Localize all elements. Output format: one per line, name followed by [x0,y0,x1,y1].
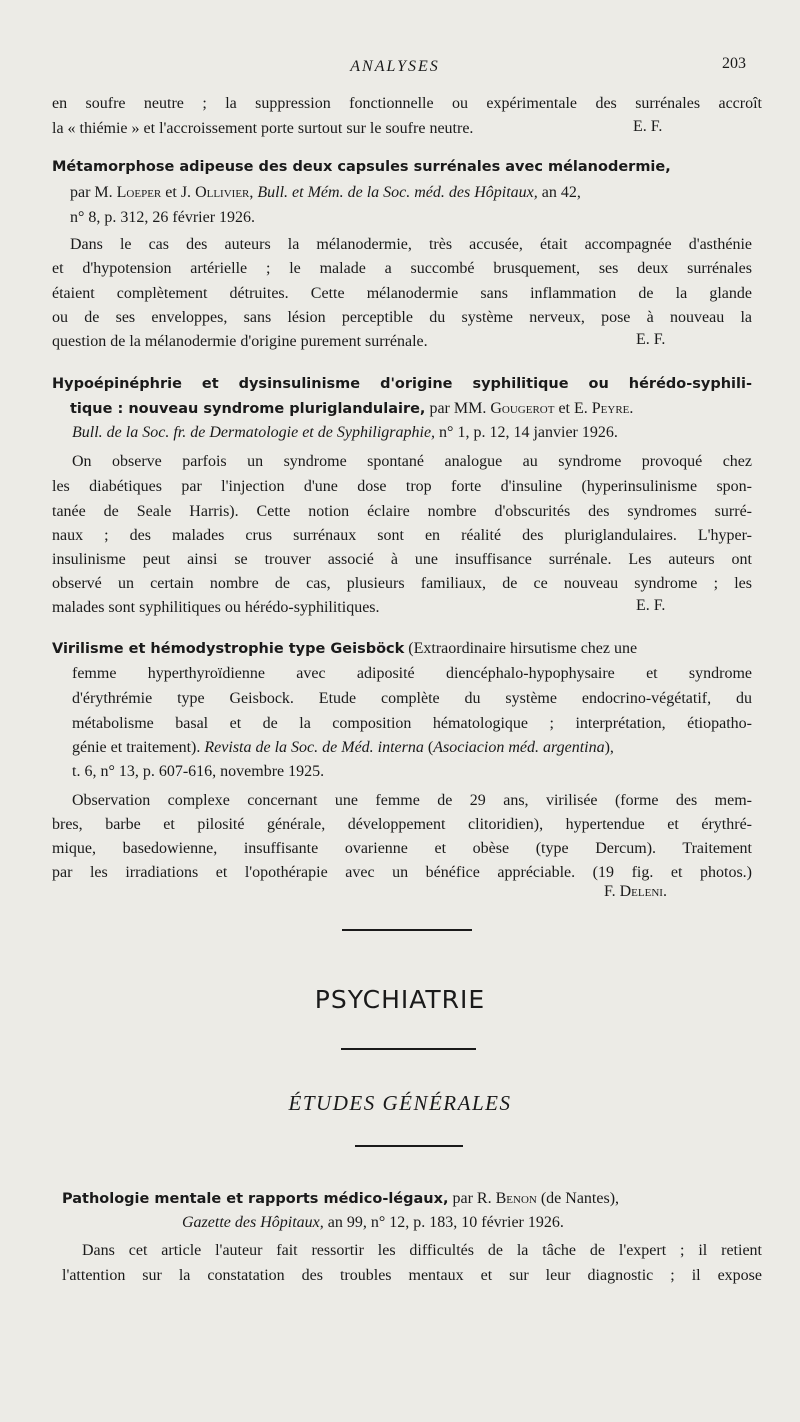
entry-title [52,638,637,660]
signature [604,883,667,901]
signature: E. F. [636,597,666,614]
reference-line [72,422,618,444]
ref-text: (de Nantes), [536,1190,620,1207]
entry-title-text: Pathologie mentale et rapports médico-légaux, [62,1191,449,1207]
signature-punct: . [662,883,667,900]
text-line: les diabétiques par l'injection d'une dose trop forte d'insuline (hyperinsulinisme spon- [52,478,752,495]
entry-title [52,373,752,395]
author-name: Ollivier [195,184,250,201]
author-name: Loeper [116,184,162,201]
entry-title [52,156,671,178]
ref-text: ), [604,739,614,756]
ref-text: n° 1, p. 12, 14 janvier 1926. [435,424,618,441]
text-line: bres, barbe et pilosité générale, développement clitoridien), hypertendue et érythré- [52,816,752,833]
page-number: 203 [722,55,746,72]
text-line: Dans cet article l'auteur fait ressortir les difficultés de la tâche de l'expert ; il retient [82,1242,762,1259]
text-line: étaient complètement détruites. Cette mélanodermie sans inflammation de la glande [52,285,752,302]
subsection-title: ÉTUDES GÉNÉRALES [288,1091,512,1115]
text-line: mique, basedowienne, insuffisante ovarienne et obèse (type Dercum). Traitement [52,840,752,857]
reference-line: n° 8, p. 312, 26 février 1926. [70,209,256,226]
text-line: la « thiémie » et l'accroissement porte surtout sur le soufre neutre. [52,120,474,137]
reference-line: t. 6, n° 13, p. 607-616, novembre 1925. [72,763,325,780]
text-line: malades sont syphilitiques ou hérédo-syphilitiques. [52,599,380,616]
journal-subtitle: Asociacion méd. argentina [433,739,605,756]
text-line: en soufre neutre ; la suppression fonctionnelle ou expérimentale des surrénales accroît [52,95,762,112]
entry-title-continued [70,398,633,420]
section-rule [341,1048,476,1050]
ref-text: et J. [161,184,196,201]
running-title: ANALYSES [350,58,440,75]
signature-name: Deleni [619,883,663,900]
journal-name: Bull. de la Soc. fr. de Dermatologie et de Syphiligraphie, [72,424,436,441]
journal-name: Bull. et Mém. de la Soc. méd. des Hôpitaux, [257,184,538,201]
text-line: et d'hypotension artérielle ; le malade a succombé brusquement, ses deux surrénales [52,260,752,277]
text-line: Observation complexe concernant une femme de 29 ans, virilisée (forme des mem- [72,792,752,809]
text-line: On observe parfois un syndrome spontané analogue au syndrome provoqué chez [72,453,752,470]
reference-line [70,182,581,204]
text-line: tanée de Seale Harris). Cette notion éclaire nombre d'obscurités des syndromes surré- [52,503,752,520]
author-name: Benon [495,1190,537,1207]
ref-text: par R. [448,1190,496,1207]
author-name: Peyre [591,400,630,417]
ref-text: par MM. [425,400,491,417]
section-title: PSYCHIATRIE [314,985,486,1014]
ref-text: an 99, n° 12, p. 183, 10 février 1926. [323,1214,564,1231]
journal-name: Gazette des Hôpitaux, [182,1214,324,1231]
description-line: d'érythrémie type Geisbock. Etude complète du système endocrino-végétatif, du [72,690,752,707]
title-rest: (Extraordinaire hirsutisme chez une [404,640,638,657]
reference-line [72,737,614,759]
text-line: ou de ses enveloppes, sans lésion perceptible du système nerveux, pose à nouveau la [52,309,752,326]
text-line: observé un certain nombre de cas, plusieurs familiaux, de ce nouveau syndrome ; les [52,575,752,592]
entry-title-text: Virilisme et hémodystrophie type Geisböck [52,641,405,657]
signature: E. F. [633,118,663,135]
text-line: insulinisme peut ainsi se trouver associé à une insuffisance surrénale. Les auteurs ont [52,551,752,568]
text-line: question de la mélanodermie d'origine purement surrénale. [52,333,428,350]
text-line: naux ; des malades crus surrénaux sont en réalité des pluriglandulaires. L'hyper- [52,527,752,544]
text-line: par les irradiations et l'opothérapie avec un bénéfice appréciable. (19 fig. et photos.) [52,864,752,881]
description-line: métabolisme basal et de la composition hématologique ; interprétation, étiopatho- [72,715,752,732]
ref-text: an 42, [537,184,581,201]
signature: E. F. [636,331,666,348]
text-line: l'attention sur la constatation des troubles mentaux et sur leur diagnostic ; il expose [62,1267,762,1284]
section-rule [355,1145,463,1147]
entry-title [62,1188,619,1210]
ref-text: par M. [70,184,117,201]
ref-text: génie et traitement). [72,739,205,756]
ref-text: et E. [554,400,592,417]
reference-line [182,1212,564,1234]
ref-text: , [249,184,258,201]
journal-name: Revista de la Soc. de Méd. interna [204,739,424,756]
entry-title-text: tique : nouveau syndrome pluriglandulaire, [70,401,426,417]
author-name: Gougerot [490,400,555,417]
entry-title-text: Métamorphose adipeuse des deux capsules surrénales avec mélanodermie, [52,159,671,175]
entry-title-text: Hypoépinéphrie et dysinsulinisme d'origine syphilitique ou hérédo-syphili- [52,376,752,392]
text-line: Dans le cas des auteurs la mélanodermie, très accusée, était accompagnée d'asthénie [70,236,752,253]
ref-text: ( [423,739,434,756]
signature-initial: F. [604,883,620,900]
description-line: femme hyperthyroïdienne avec adiposité diencéphalo-hypophysaire et syndrome [72,665,752,682]
ref-text: . [629,400,634,417]
section-rule [342,929,472,931]
